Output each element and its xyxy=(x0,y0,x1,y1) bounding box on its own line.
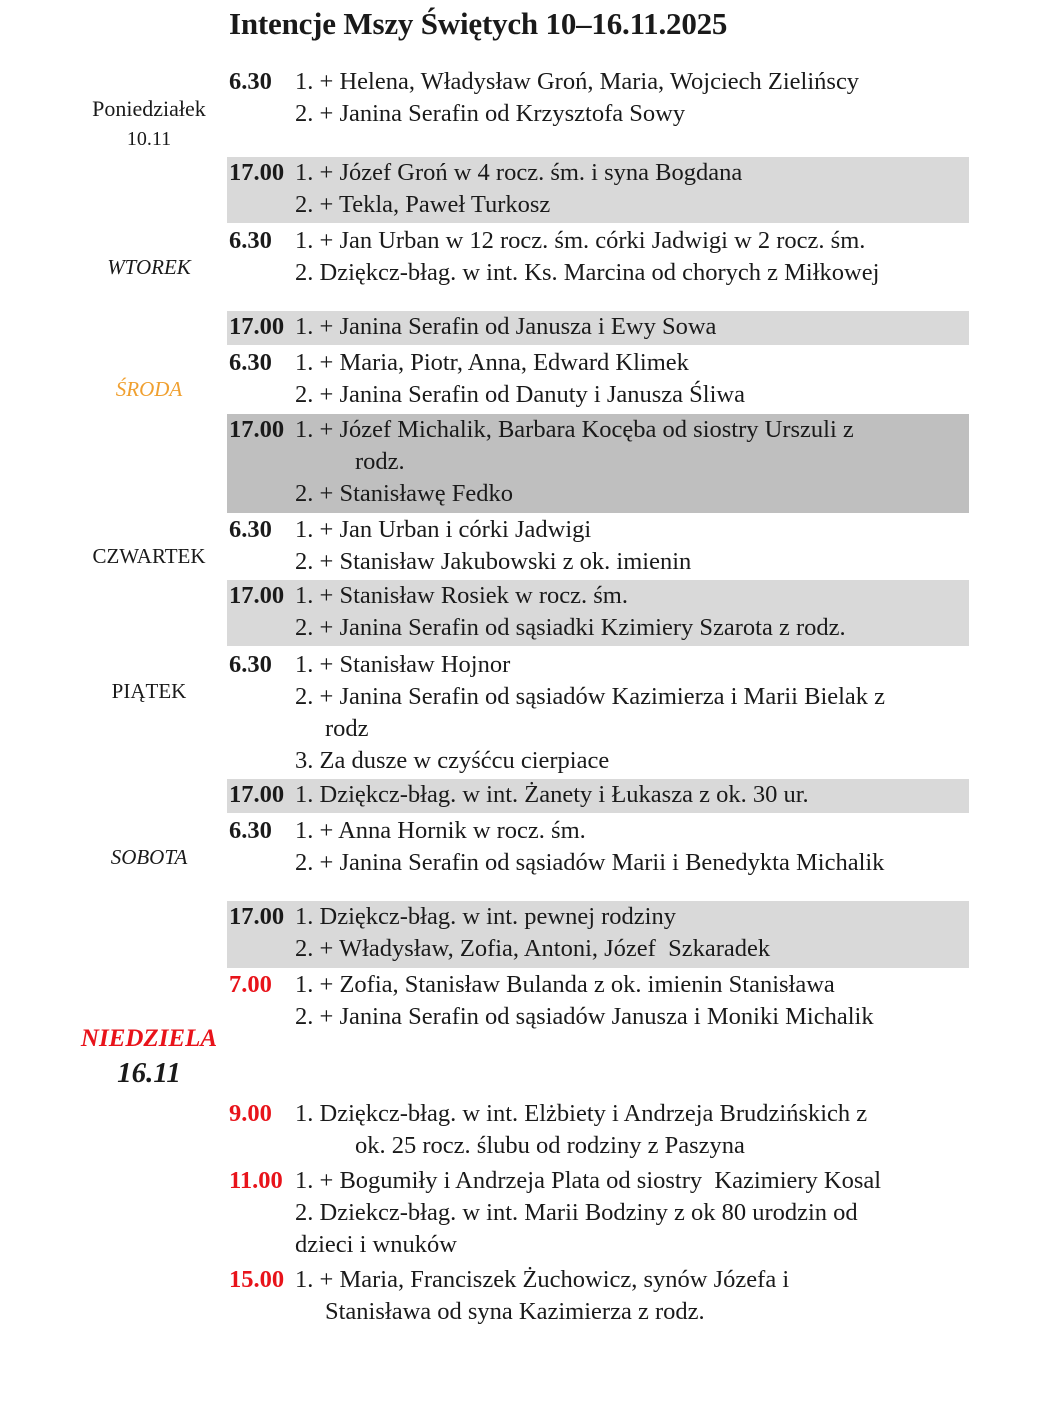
intention-line: 1. + Zofia, Stanisław Bulanda z ok. imienin Stanisława xyxy=(295,971,835,998)
mass-time: 6.30 xyxy=(229,349,272,376)
mass-time: 6.30 xyxy=(229,227,272,254)
day-label-monday xyxy=(74,96,224,151)
intention-line: 1. + Maria, Piotr, Anna, Edward Klimek xyxy=(295,349,689,376)
mass-time: 6.30 xyxy=(229,68,272,95)
mass-block xyxy=(227,969,969,1033)
intention-line: 1. + Bogumiły i Andrzeja Plata od siostry Kazimiery Kosal xyxy=(295,1167,882,1194)
mass-time: 17.00 xyxy=(229,159,285,186)
mass-time: 6.30 xyxy=(229,516,272,543)
day-label-thursday: CZWARTEK xyxy=(92,544,206,568)
day-name: NIEDZIELA xyxy=(80,1025,218,1052)
mass-block xyxy=(227,514,969,578)
intention-line: 1. + Helena, Władysław Groń, Maria, Wojciech Zielińscy xyxy=(295,68,860,95)
intention-line: 3. Za dusze w czyśćcu cierpiace xyxy=(295,747,610,774)
intention-line: 2. + Tekla, Paweł Turkosz xyxy=(295,191,551,218)
page-title: Intencje Mszy Świętych 10–16.11.2025 xyxy=(229,6,728,41)
day-label-tuesday: WTOREK xyxy=(107,255,191,279)
intention-line: 1. + Stanisław Rosiek w rocz. śm. xyxy=(295,582,628,609)
intention-line: Stanisława od syna Kazimierza z rodz. xyxy=(325,1298,705,1325)
intention-line: 2. Dziekcz-błag. w int. Marii Bodziny z ok 80 urodzin od xyxy=(295,1199,858,1226)
day-label-sunday xyxy=(74,1025,224,1090)
intention-line: 1. Dziękcz-błag. w int. Żanety i Łukasza z ok. 30 ur. xyxy=(295,781,809,808)
mass-block xyxy=(227,157,969,223)
mass-block xyxy=(227,1264,969,1328)
intention-line: 2. + Stanisław Jakubowski z ok. imienin xyxy=(295,548,692,575)
intention-line: 2. + Władysław, Zofia, Antoni, Józef Szkaradek xyxy=(295,935,771,962)
intention-line: 2. Dziękcz-błag. w int. Ks. Marcina od chorych z Miłkowej xyxy=(295,259,880,286)
day-label-saturday: SOBOTA xyxy=(110,845,188,869)
intention-line: 1. + Stanisław Hojnor xyxy=(295,651,511,678)
intention-line: rodz xyxy=(325,715,369,742)
mass-block xyxy=(227,225,969,289)
mass-time: 9.00 xyxy=(229,1100,272,1127)
intention-line: 2. + Janina Serafin od Danuty i Janusza Śliwa xyxy=(295,381,745,408)
intention-line: 2. + Janina Serafin od sąsiadów Janusza i Moniki Michalik xyxy=(295,1003,874,1030)
intention-line: 1. + Jan Urban i córki Jadwigi xyxy=(295,516,592,543)
intention-line: ok. 25 rocz. ślubu od rodziny z Paszyna xyxy=(355,1132,745,1159)
intention-line: 2. + Janina Serafin od Krzysztofa Sowy xyxy=(295,100,686,127)
mass-time: 7.00 xyxy=(229,971,272,998)
mass-block xyxy=(227,901,969,968)
mass-time: 6.30 xyxy=(229,817,272,844)
mass-block xyxy=(227,347,969,411)
intention-line: 1. Dziękcz-błag. w int. Elżbiety i Andrzeja Brudzińskich z xyxy=(295,1100,868,1127)
day-name: Poniedziałek xyxy=(92,96,206,121)
intention-line: rodz. xyxy=(355,448,405,475)
mass-block xyxy=(227,1098,969,1162)
intention-line: 1. + Józef Groń w 4 rocz. śm. i syna Bogdana xyxy=(295,159,743,186)
mass-time: 17.00 xyxy=(229,781,285,808)
mass-time: 15.00 xyxy=(229,1266,285,1293)
day-date: 10.11 xyxy=(126,128,172,150)
intention-line: 1. + Jan Urban w 12 rocz. śm. córki Jadwigi w 2 rocz. śm. xyxy=(295,227,866,254)
mass-time: 17.00 xyxy=(229,903,285,930)
intention-line: 1. + Anna Hornik w rocz. śm. xyxy=(295,817,586,844)
mass-block xyxy=(227,414,969,513)
mass-time: 17.00 xyxy=(229,313,285,340)
intention-line: 1. + Janina Serafin od Janusza i Ewy Sowa xyxy=(295,313,717,340)
intention-line: 2. + Stanisławę Fedko xyxy=(295,480,513,507)
intention-line: 1. + Józef Michalik, Barbara Kocęba od siostry Urszuli z xyxy=(295,416,854,443)
mass-block xyxy=(227,649,969,777)
mass-block xyxy=(227,1165,969,1261)
mass-block xyxy=(227,311,969,345)
day-label-wednesday: ŚRODA xyxy=(115,377,183,401)
mass-block xyxy=(227,815,969,879)
intention-line: dzieci i wnuków xyxy=(295,1231,457,1258)
mass-time: 6.30 xyxy=(229,651,272,678)
mass-time: 17.00 xyxy=(229,416,285,443)
intention-line: 1. Dziękcz-błag. w int. pewnej rodziny xyxy=(295,903,676,930)
day-date: 16.11 xyxy=(117,1057,181,1089)
mass-time: 17.00 xyxy=(229,582,285,609)
mass-time: 11.00 xyxy=(229,1167,283,1194)
intention-line: 2. + Janina Serafin od sąsiadów Marii i Benedykta Michalik xyxy=(295,849,885,876)
intention-line: 1. + Maria, Franciszek Żuchowicz, synów Józefa i xyxy=(295,1266,790,1293)
day-label-friday: PIĄTEK xyxy=(111,679,187,703)
mass-block xyxy=(227,66,969,130)
mass-block xyxy=(227,779,969,813)
intention-line: 2. + Janina Serafin od sąsiadów Kazimierza i Marii Bielak z xyxy=(295,683,886,710)
mass-block xyxy=(227,580,969,646)
intention-line: 2. + Janina Serafin od sąsiadki Kzimiery Szarota z rodz. xyxy=(295,614,846,641)
